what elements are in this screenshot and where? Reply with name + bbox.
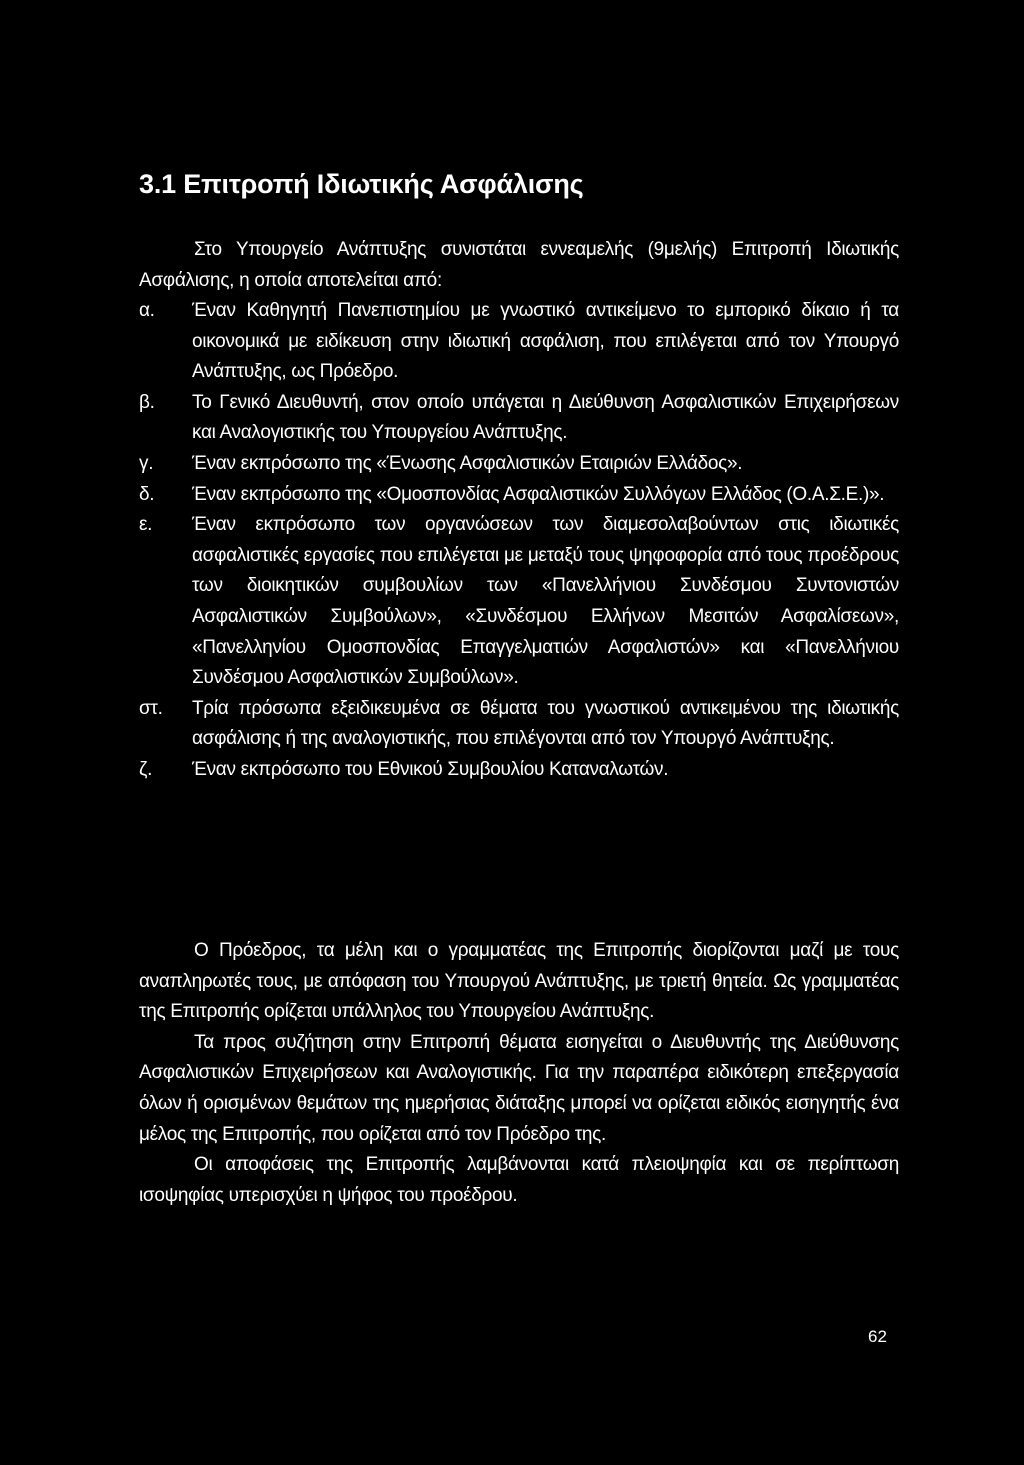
list-marker: ζ. [139, 758, 153, 780]
list-marker: στ. [139, 697, 163, 719]
list-marker: β. [139, 391, 155, 413]
list-item-text: Έναν εκπρόσωπο του Εθνικού Συμβουλίου Καταναλωτών. [192, 758, 669, 780]
list-item-text: Έναν εκπρόσωπο της «Ένωσης Ασφαλιστικών Εταιριών Ελλάδος». [192, 452, 743, 474]
list-marker: δ. [139, 483, 155, 505]
section-heading: 3.1 Επιτροπή Ιδιωτικής Ασφάλισης [139, 169, 584, 199]
paragraph-rapporteur: Τα προς συζήτηση στην Επιτροπή θέματα εισηγείται ο Διευθυντής της Διεύθυνσης Ασφαλιστικών Επιχειρήσεων και Αναλογιστικής. Για την παραπέρα ειδικότερη επεξεργασία όλων ή ορισμένων θεμάτων της ημερήσιας διάταξης μπορεί να ορίζεται ειδικός εισηγητής ένα μέλος της Επιτροπής, που ορίζεται από τον Πρόεδρο της. [139, 1031, 899, 1145]
list-item [139, 510, 899, 694]
list-marker: γ. [139, 452, 154, 474]
paragraph-decisions: Οι αποφάσεις της Επιτροπής λαμβάνονται κατά πλειοψηφία και σε περίπτωση ισοψηφίας υπερισχύει η ψήφος του προέδρου. [139, 1154, 899, 1206]
list-marker: α. [139, 300, 155, 321]
list-item-text: Έναν εκπρόσωπο της «Ομοσπονδίας Ασφαλιστικών Συλλόγων Ελλάδος (Ο.Α.Σ.Ε.)». [192, 483, 885, 505]
list-item-text: Το Γενικό Διευθυντή, στον οποίο υπάγεται η Διεύθυνση Ασφαλιστικών Επιχειρήσεων και Αναλογιστικής του Υπουργείου Ανάπτυξης. [192, 391, 899, 444]
list-item [139, 296, 899, 388]
list-item-text: Έναν Καθηγητή Πανεπιστημίου με γνωστικό αντικείμενο το εμπορικό δίκαιο ή τα οικονομικά με ειδίκευση στην ιδιωτική ασφάλιση, που επιλέγεται από τον Υπουργό Ανάπτυξης, ως Πρόεδρο. [192, 300, 899, 383]
list-item-text: Τρία πρόσωπα εξειδικευμένα σε θέματα του γνωστικού αντικειμένου της ιδιωτικής ασφάλισης ή της αναλογιστικής, που επιλέγονται από τον Υπουργό Ανάπτυξης. [192, 697, 899, 750]
list-marker: ε. [139, 514, 153, 536]
body-paragraphs [139, 936, 899, 1211]
list-item [139, 694, 899, 755]
paragraph-appointment: Ο Πρόεδρος, τα μέλη και ο γραμματέας της Επιτροπής διορίζονται μαζί με τους αναπληρωτές τους, με απόφαση του Υπουργού Ανάπτυξης, με τριετή θητεία. Ως γραμματέας της Επιτροπής ορίζεται υπάλληλος του Υπουργείου Ανάπτυξης. [139, 940, 899, 1023]
list-item-text: Έναν εκπρόσωπο των οργανώσεων των διαμεσολαβούντων στις ιδιωτικές ασφαλιστικές εργασίες που επιλέγεται με μεταξύ τους ψηφοφορία από τους προέδρους των διοικητικών συμβουλίων των «Πανελλήνιου Συνδέσμου Συντονιστών Ασφαλιστικών Συμβούλων», «Συνδέσμου Ελλήνων Μεσιτών Ασφαλίσεων», «Πανελληνίου Ομοσπονδίας Επαγγελματιών Ασφαλιστών» και «Πανελλήνιου Συνδέσμου Ασφαλιστικών Συμβούλων». [192, 514, 899, 689]
list-item [139, 480, 899, 511]
committee-members-list [139, 296, 899, 786]
list-item [139, 388, 899, 449]
page-number: 62 [868, 1327, 887, 1346]
intro-text: Στο Υπουργείο Ανάπτυξης συνιστάται εννεαμελής (9μελής) Επιτροπή Ιδιωτικής Ασφάλισης, η οποία αποτελείται από: [139, 239, 899, 291]
intro-paragraph [139, 235, 899, 296]
list-item [139, 449, 899, 480]
list-item [139, 755, 899, 786]
